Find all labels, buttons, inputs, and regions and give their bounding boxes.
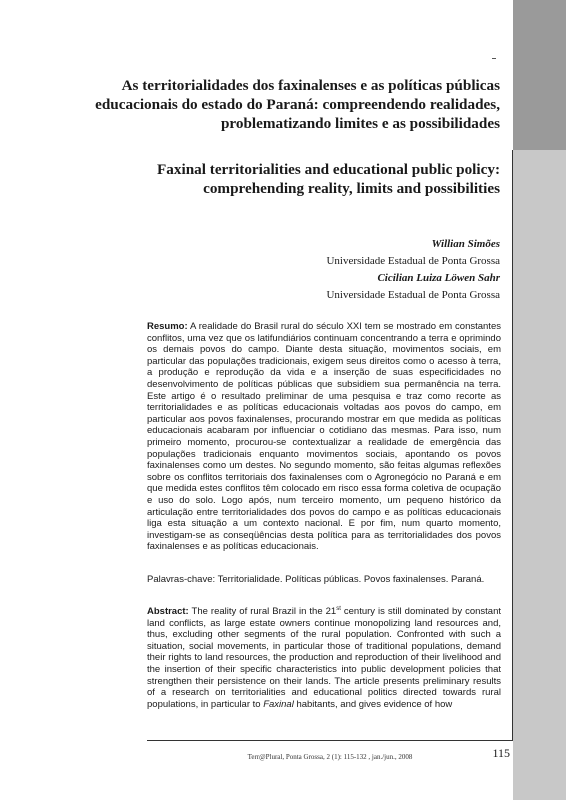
side-band-top [513, 0, 566, 150]
title-portuguese: As territorialidades dos faxinalenses e as políticas públicas educacionais do estado do Paraná: compreendendo realidades, problematizando limites e as possibilidades [95, 77, 500, 132]
author-affiliation: Universidade Estadual de Ponta Grossa [326, 289, 500, 301]
abstract-text: The reality of rural Brazil in the 21 [191, 606, 337, 617]
resumo-paragraph [147, 321, 501, 553]
author-name: Willian Simões [431, 238, 500, 250]
abstract-label: Abstract: [147, 606, 189, 617]
margin-mark [492, 58, 496, 59]
footer-rule [147, 740, 513, 741]
vertical-rule [512, 150, 513, 740]
resumo-text: A realidade do Brasil rural do século XXI tem se mostrado em constantes conflitos, uma vez que os latifundiários continuam concentrando a terra e oprimindo os demais povos do campo. Diante desta situação, movimentos sociais, em particular das populações tradicionais, exigem seus direitos como o acesso à terra, a produção e reprodução da vida e a inserção de suas especificidades no desenvolvimento de políticas públicas que subsidiem sua permanência na terra. Este artigo é o resultado preliminar de uma pesquisa e traz como recorte as territorialidades e as políticas educacionais voltadas aos povos do campo, em particular aos povos faxinalenses, procurando mostrar em que medida as políticas educacionais acabaram por influenciar o cotidiano das mesmas. Para isso, num primeiro momento, procurou-se contextualizar a realidade de emergência das populações tradicionais enquanto movimentos sociais, apontando os povos faxinalenses como um destes. No segundo momento, são feitas algumas reflexões sobre os conflitos territoriais dos faxinalenses com o Agronegócio no Paraná e em que medida estes conflitos têm colocado em risco essa forma coletiva de ocupação e uso do solo. Logo após, num terceiro momento, um pequeno histórico da articulação entre territorialidades dos povos do campo e as políticas educacionais liga esta situação a um contexto nacional. E por fim, num quarto momento, investigam-se as conseqüências desta política para as territorialidades dos povos faxinalenses e as políticas educacionais. [147, 321, 501, 553]
author-block [250, 236, 500, 304]
resumo-label: Resumo: [147, 321, 188, 332]
author-name: Cicilian Luiza Löwen Sahr [377, 272, 500, 284]
author-affiliation: Universidade Estadual de Ponta Grossa [326, 255, 500, 267]
footer-citation: Terr@Plural, Ponta Grossa, 2 (1): 115-132 , jan./jun., 2008 [247, 753, 413, 761]
abstract-paragraph [147, 606, 501, 710]
abstract-superscript: st [336, 605, 341, 612]
abstract-italic: Faxinal [263, 698, 294, 710]
abstract-text: century is still dominated by constant land conflicts, as large estate owners continue monopolizing land resources and, thus, excluding other segments of the rural population. Confronted with such a situation, social movements, in particular those of traditional populations, demand their rights to land resources, the production and reproduction of their livelihood and the insertion of their specific characteristics into public development policies that strengthen their persistence on their lands. The article presents preliminary results of a research on territorialities and educational politics directed towards rural populations, in particular to [147, 606, 501, 710]
page-number: 115 [492, 746, 510, 760]
keywords: Palavras-chave: Territorialidade. Políticas públicas. Povos faxinalenses. Paraná. [147, 574, 485, 585]
title-english: Faxinal territorialities and educational public policy: comprehending reality, limits and possibilities [157, 161, 500, 197]
abstract-text: habitants, and gives evidence of how [293, 698, 453, 710]
